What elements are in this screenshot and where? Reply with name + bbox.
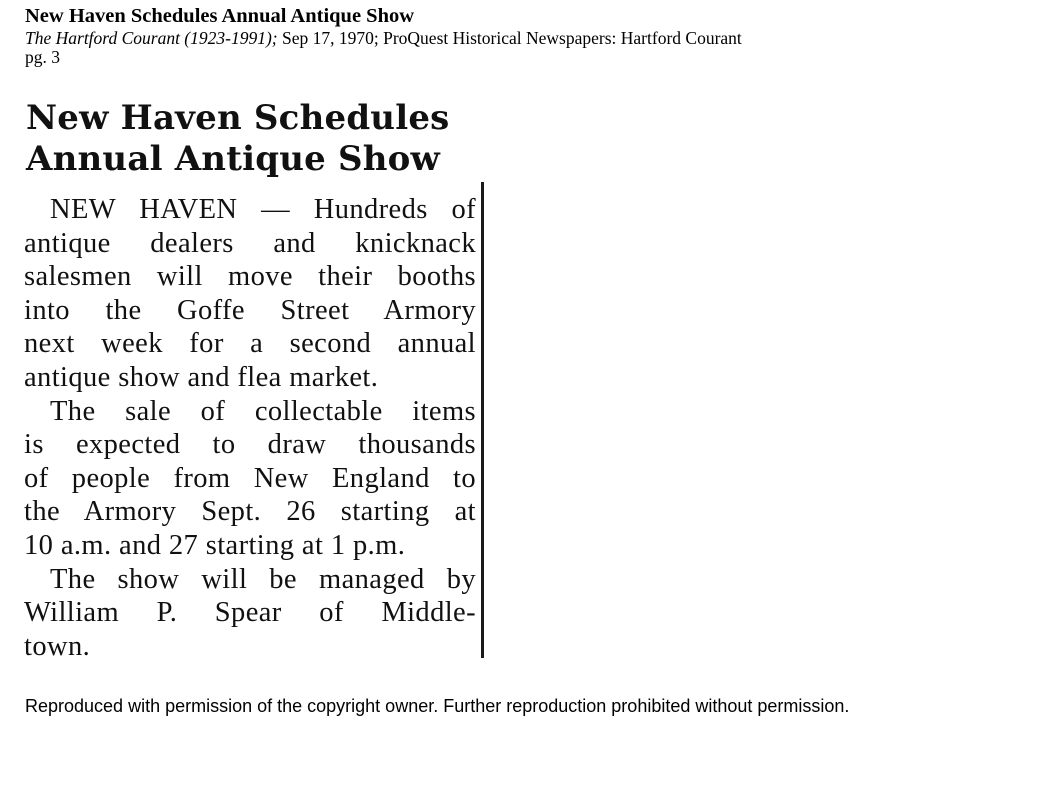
article-body (24, 193, 476, 663)
headline-line: New Haven Schedules (26, 98, 450, 138)
citation-title: New Haven Schedules Annual Antique Show (25, 5, 415, 27)
body-line: NEW HAVEN — Hundreds of (50, 194, 476, 225)
body-line: is expected to draw thousands (24, 429, 476, 461)
citation-details: Sep 17, 1970; ProQuest Historical Newspapers: Hartford Courant (277, 28, 742, 48)
citation-publication: The Hartford Courant (1923-1991); (25, 28, 278, 48)
article-clipping (24, 96, 486, 662)
citation-header (25, 5, 1015, 67)
body-line: The show will be managed by (50, 563, 476, 595)
body-line: 10 a.m. and 27 starting at 1 p.m. (24, 529, 406, 561)
citation-page: pg. 3 (25, 47, 60, 67)
article-headline (26, 98, 466, 180)
body-line: into the Goffe Street Armory (24, 294, 476, 326)
body-line: antique show and flea market. (24, 361, 379, 393)
citation-source (25, 28, 1015, 48)
body-line: antique dealers and knicknack (24, 227, 476, 259)
permission-notice: Reproduced with permission of the copyright owner. Further reproduction prohibited without permission. (25, 696, 850, 716)
column-rule (481, 182, 484, 658)
body-line: William P. Spear of Middle- (24, 597, 476, 629)
body-line: The sale of collectable items (50, 395, 476, 427)
body-line: the Armory Sept. 26 starting at (24, 496, 476, 528)
headline-line: Annual Antique Show (26, 139, 441, 179)
body-line: town. (24, 630, 91, 662)
body-line: next week for a second annual (24, 328, 476, 360)
body-line: salesmen will move their booths (24, 261, 476, 293)
body-line: of people from New England to (24, 462, 476, 494)
